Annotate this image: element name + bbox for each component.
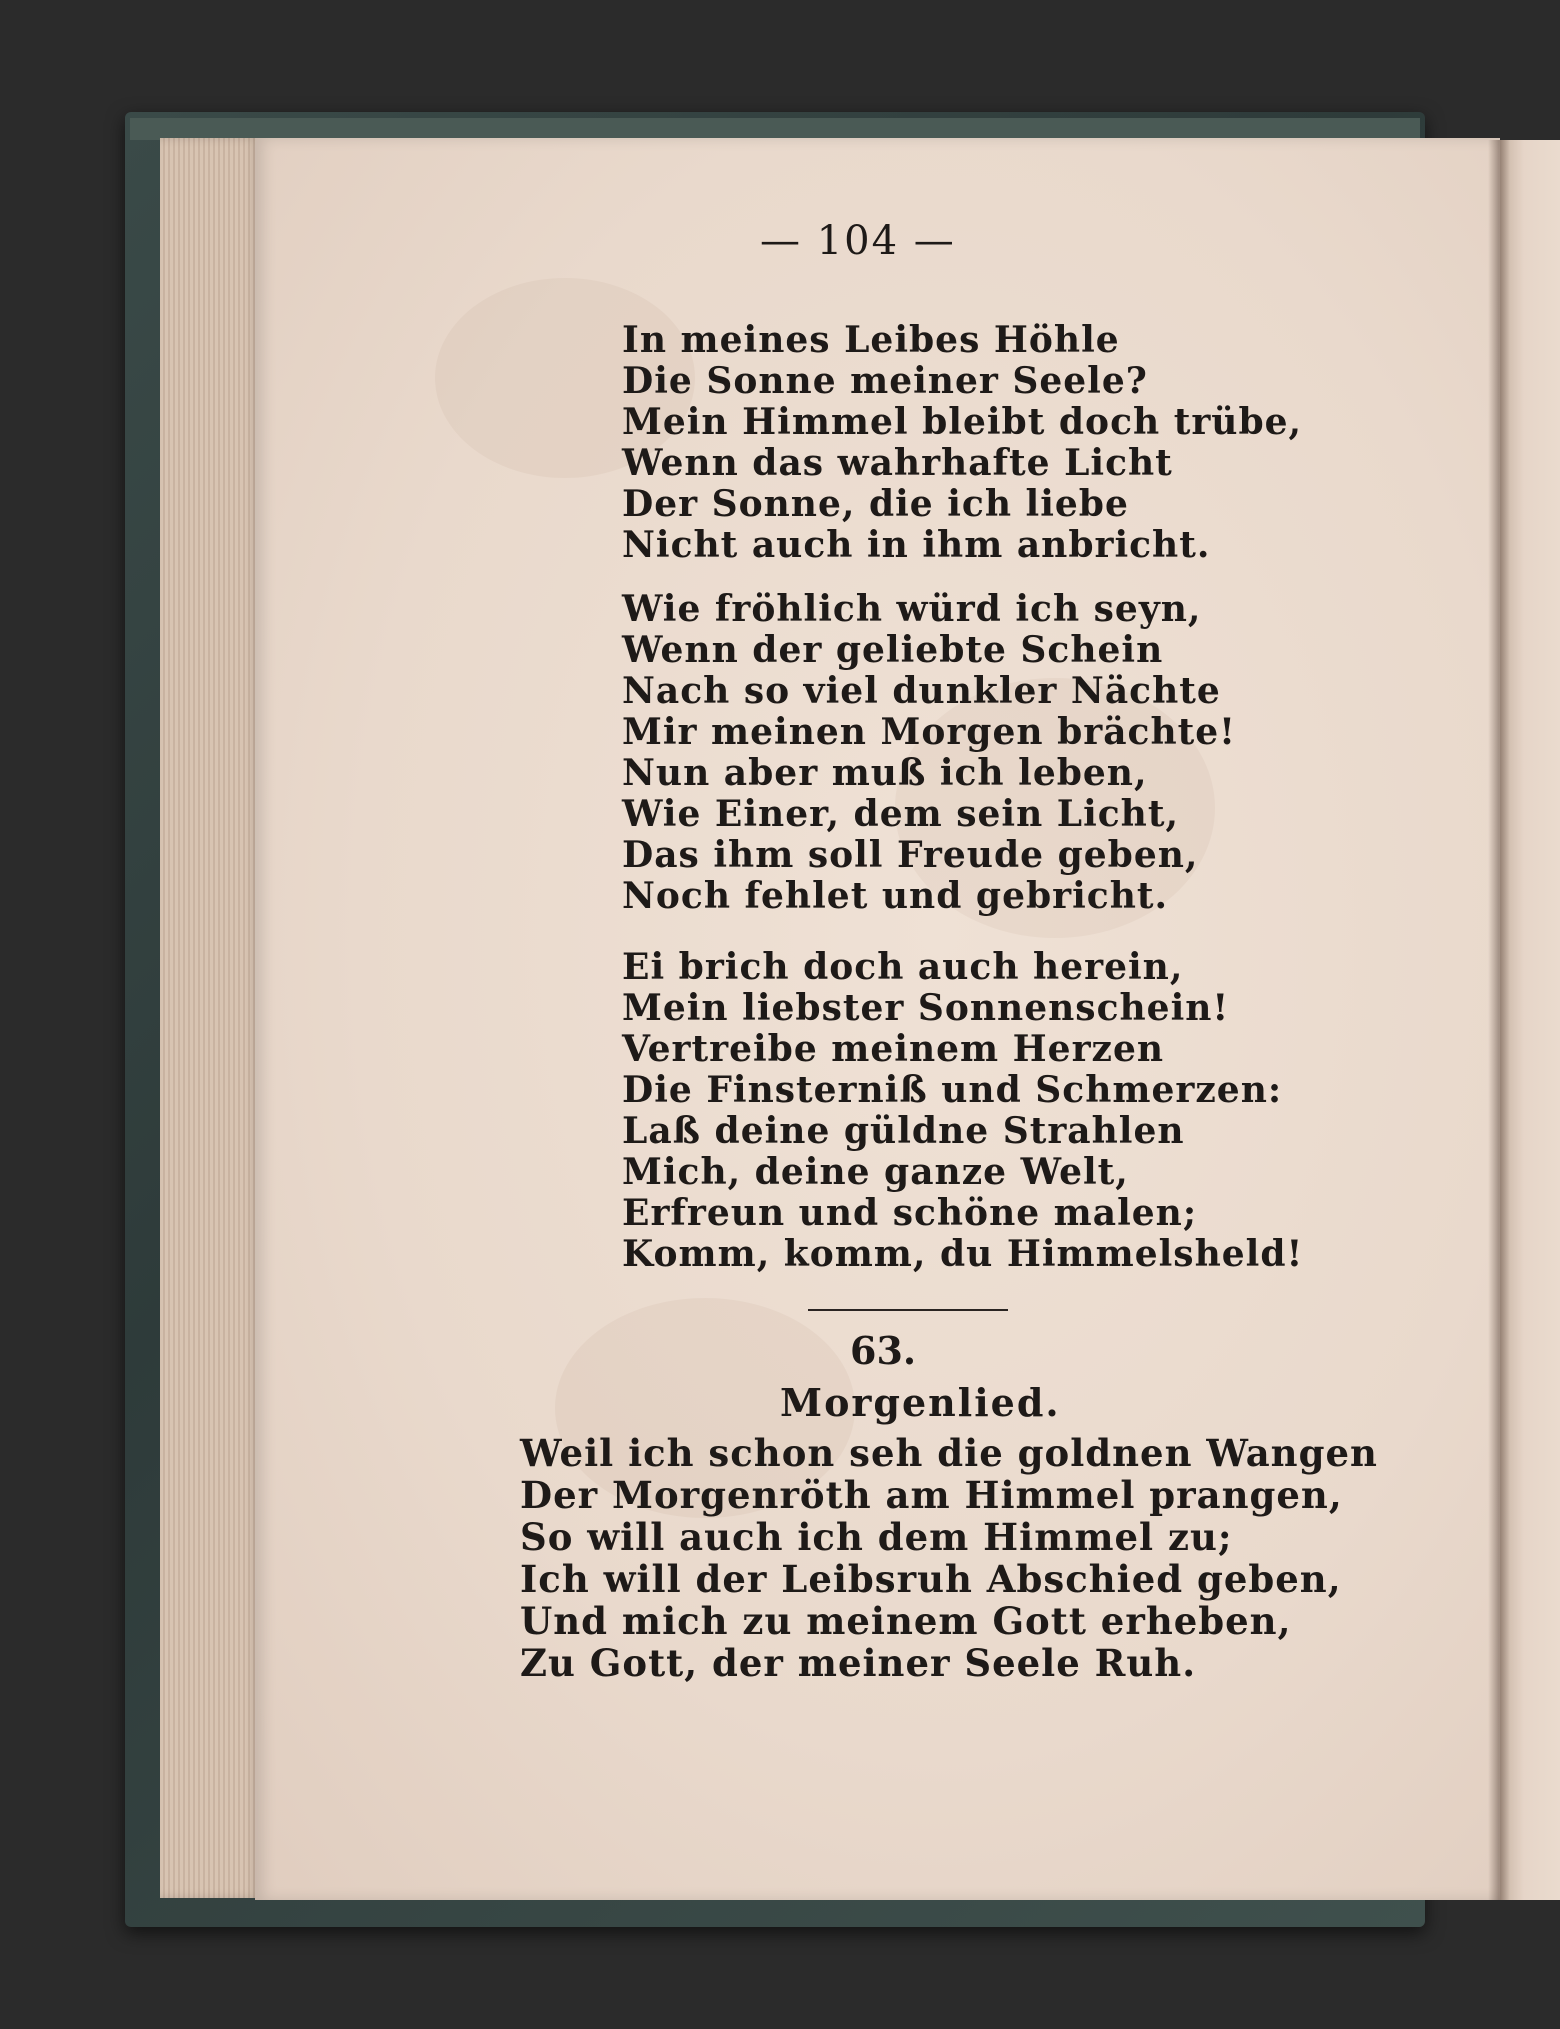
hymn-number: 63. [850,1328,917,1373]
verse-line: Die Sonne meiner Seele? [622,360,1148,402]
verse-line: Wenn der geliebte Schein [622,629,1164,671]
verse-line: Der Morgenröth am Himmel prangen, [520,1473,1343,1517]
section-divider [808,1309,1008,1311]
verse-line: In meines Leibes Höhle [622,319,1120,361]
verse-line: Nicht auch in ihm anbricht. [622,524,1211,566]
poem-stanza [622,589,1236,917]
verse-line: Zu Gott, der meiner Seele Ruh. [520,1641,1197,1685]
verse-line: Wie Einer, dem sein Licht, [622,793,1180,835]
verse-line: Das ihm soll Freude geben, [622,834,1199,876]
page-gutter [1488,140,1510,1900]
verse-line: Vertreibe meinem Herzen [622,1028,1165,1070]
verse-line: Ich will der Leibsruh Abschied geben, [520,1557,1342,1601]
verse-line: Mein Himmel bleibt doch trübe, [622,401,1303,443]
poem-stanza [622,320,1302,566]
verse-line: Und mich zu meinem Gott erheben, [520,1599,1292,1643]
verse-line: Noch fehlet und gebricht. [622,875,1169,917]
page-edges [160,138,260,1898]
verse-line: Ei brich doch auch herein, [622,946,1184,988]
book-spine-top [130,118,1420,140]
verse-line: So will auch ich dem Himmel zu; [520,1515,1233,1559]
poem-stanza [622,947,1303,1275]
verse-line: Mir meinen Morgen brächte! [622,711,1236,753]
verse-line: Wenn das wahrhafte Licht [622,442,1173,484]
verse-line: Mich, deine ganze Welt, [622,1151,1129,1193]
verse-line: Nach so viel dunkler Nächte [622,670,1221,712]
verse-line: Weil ich schon seh die goldnen Wangen [520,1431,1378,1475]
verse-line: Komm, komm, du Himmelsheld! [622,1233,1304,1275]
hymn-stanza [520,1432,1378,1684]
verse-line: Wie fröhlich würd ich seyn, [622,588,1202,630]
verse-line: Der Sonne, die ich liebe [622,483,1129,525]
verse-line: Die Finsterniß und Schmerzen: [622,1069,1283,1111]
verse-line: Erfreun und schöne malen; [622,1192,1198,1234]
verse-line: Nun aber muß ich leben, [622,752,1148,794]
verse-line: Mein liebster Sonnenschein! [622,987,1230,1029]
verse-line: Laß deine güldne Strahlen [622,1110,1185,1152]
page-number: — 104 — [760,218,956,264]
hymn-title: Morgenlied. [780,1380,1061,1425]
